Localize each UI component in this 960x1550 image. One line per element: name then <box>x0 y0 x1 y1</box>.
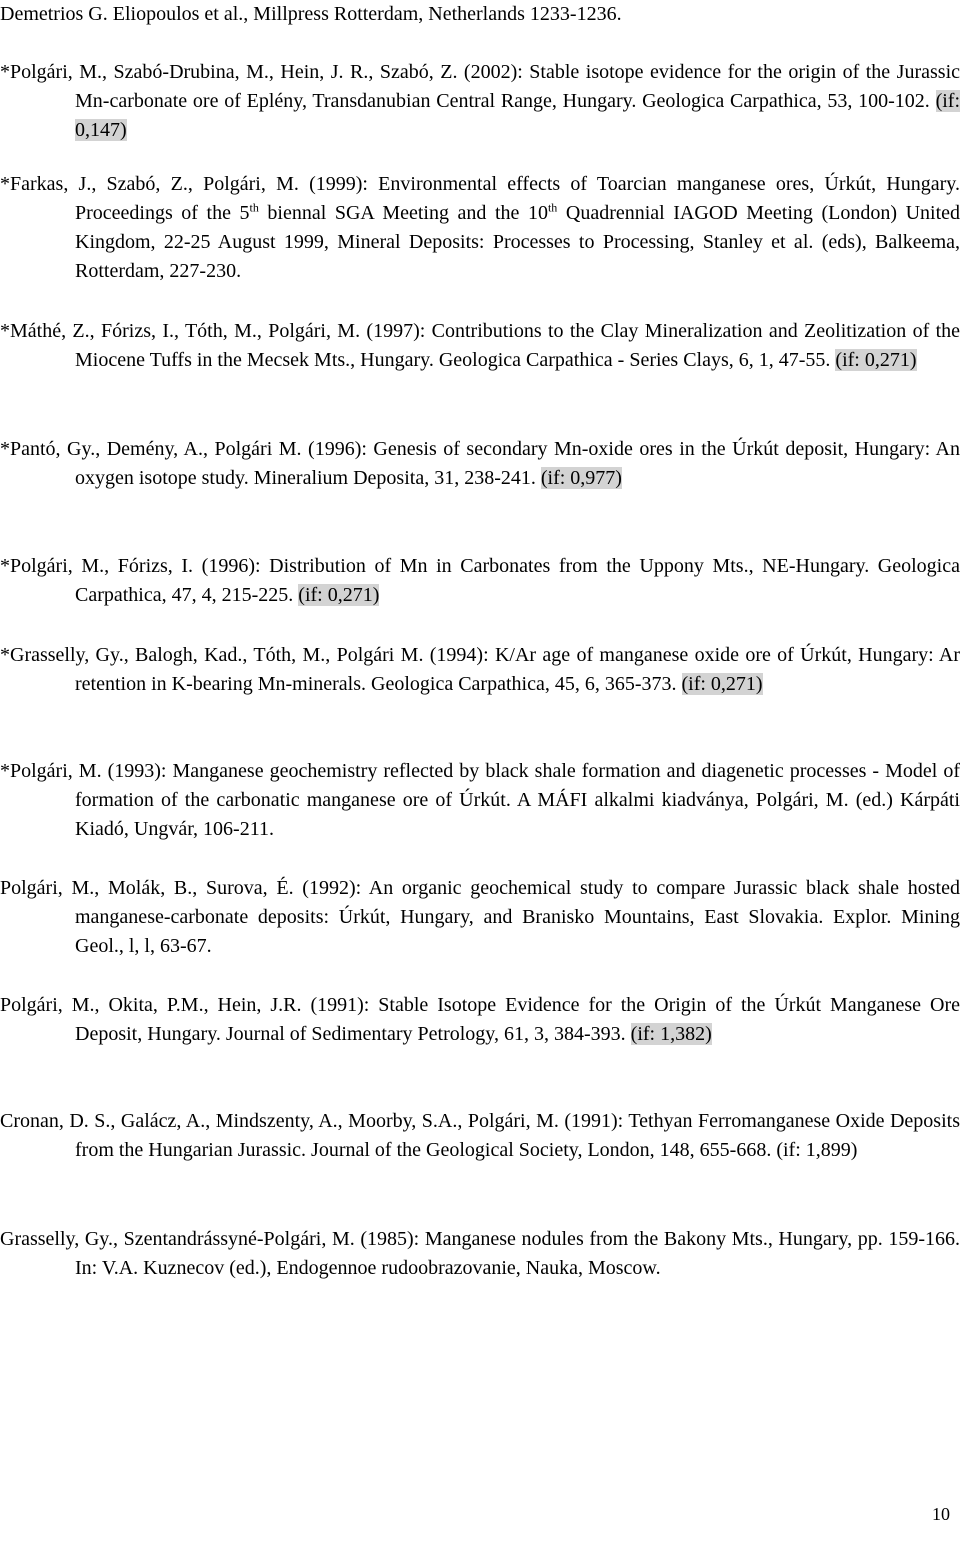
impact-factor: (if: 0,271) <box>835 349 917 371</box>
reference-text: *Grasselly, Gy., Balogh, Kad., Tóth, M., Polgári M. (1994): K/Ar age of manganese oxide ore of Úrkút, Hungary: Ar retention in K-bearing Mn-minerals. Geologica Carpathica, 45, 6, 365-373. <box>0 644 960 695</box>
reference-text: *Pantó, Gy., Demény, A., Polgári M. (1996): Genesis of secondary Mn-oxide ores in the Úrkút deposit, Hungary: An oxygen isotope study. Mineralium Deposita, 31, 238-241. <box>0 438 960 489</box>
page-number: 10 <box>932 1504 950 1524</box>
reference-item <box>0 552 960 610</box>
impact-factor: (if: 0,271) <box>298 584 380 606</box>
reference-text: Cronan, D. S., Galácz, A., Mindszenty, A., Moorby, S.A., Polgári, M. (1991): Tethyan Ferromanganese Oxide Deposits from the Hungarian Jurassic. Journal of the Geological Society, London, 148, 655-668. <box>0 1110 960 1161</box>
reference-item <box>0 170 960 286</box>
reference-item <box>0 317 960 375</box>
impact-factor: (if: 0,271) <box>681 673 763 695</box>
reference-item <box>0 435 960 493</box>
reference-text: biennal SGA Meeting and the 10 <box>258 202 548 224</box>
reference-text: *Farkas, J., Szabó, Z., Polgári, M. (1999): Environmental effects of Toarcian manganese ores, Úrkút, Hungary. Proceedings of the 5 <box>0 173 960 224</box>
impact-factor: (if: 0,147) <box>75 90 960 141</box>
reference-text: Grasselly, Gy., Szentandrássyné-Polgári, M. (1985): Manganese nodules from the Bakony Mts., Hungary, pp. 159-166. In: V.A. Kuznecov (ed.), Endogennoe rudoobrazovanie, Nauka, Moscow. <box>0 1228 960 1279</box>
reference-item <box>0 1225 960 1283</box>
superscript-ordinal: th <box>547 200 558 215</box>
reference-item <box>0 757 960 844</box>
reference-text: Polgári, M., Okita, P.M., Hein, J.R. (1991): Stable Isotope Evidence for the Origin of the Úrkút Manganese Ore Deposit, Hungary. Journal of Sedimentary Petrology, 61, 3, 384-393. <box>0 994 960 1045</box>
reference-text: *Máthé, Z., Fórizs, I., Tóth, M., Polgári, M. (1997): Contributions to the Clay Mineralization and Zeolitization of the Miocene Tuffs in the Mecsek Mts., Hungary. Geologica Carpathica - Series Clays, 6, 1, 47-55. <box>0 320 960 371</box>
reference-item <box>0 0 960 29</box>
reference-item <box>0 991 960 1049</box>
reference-text: *Polgári, M. (1993): Manganese geochemistry reflected by black shale formation and diagenetic processes - Model of formation of the carbonatic manganese ore of Úrkút. A MÁFI alkalmi kiadványa, Polgári, M. (ed.) Kárpáti Kiadó, Ungvár, 106-211. <box>0 760 960 840</box>
reference-item <box>0 58 960 145</box>
reference-item <box>0 874 960 961</box>
impact-factor: (if: 1,382) <box>630 1023 712 1045</box>
reference-text: Demetrios G. Eliopoulos et al., Millpress Rotterdam, Netherlands 1233-1236. <box>0 3 622 25</box>
impact-factor: (if: 0,977) <box>540 467 622 489</box>
reference-text: *Polgári, M., Szabó-Drubina, M., Hein, J. R., Szabó, Z. (2002): Stable isotope evidence for the origin of the Jurassic Mn-carbonate ore of Eplény, Transdanubian Central Range, Hungary. Geologica Carpathica, 53, 100-102. <box>0 61 960 112</box>
reference-item <box>0 1107 960 1165</box>
superscript-ordinal: th <box>249 200 259 215</box>
reference-item <box>0 641 960 699</box>
reference-text: Quadrennial IAGOD Meeting (London) United Kingdom, 22-25 August 1999, Mineral Deposits: Processes to Processing, Stanley et al. (eds), Balkeema, Rotterdam, 227-230. <box>75 202 960 282</box>
reference-text: Polgári, M., Molák, B., Surova, É. (1992): An organic geochemical study to compare Jurassic black shale hosted manganese-carbonate deposits: Úrkút, Hungary, and Branisko Mountains, East Slovakia. Explor. Mining Geol., l, l, 63-67. <box>0 877 960 957</box>
reference-text: *Polgári, M., Fórizs, I. (1996): Distribution of Mn in Carbonates from the Uppony Mts., NE-Hungary. Geologica Carpathica, 47, 4, 215-225. <box>0 555 960 606</box>
impact-factor: (if: 1,899) <box>776 1139 858 1161</box>
